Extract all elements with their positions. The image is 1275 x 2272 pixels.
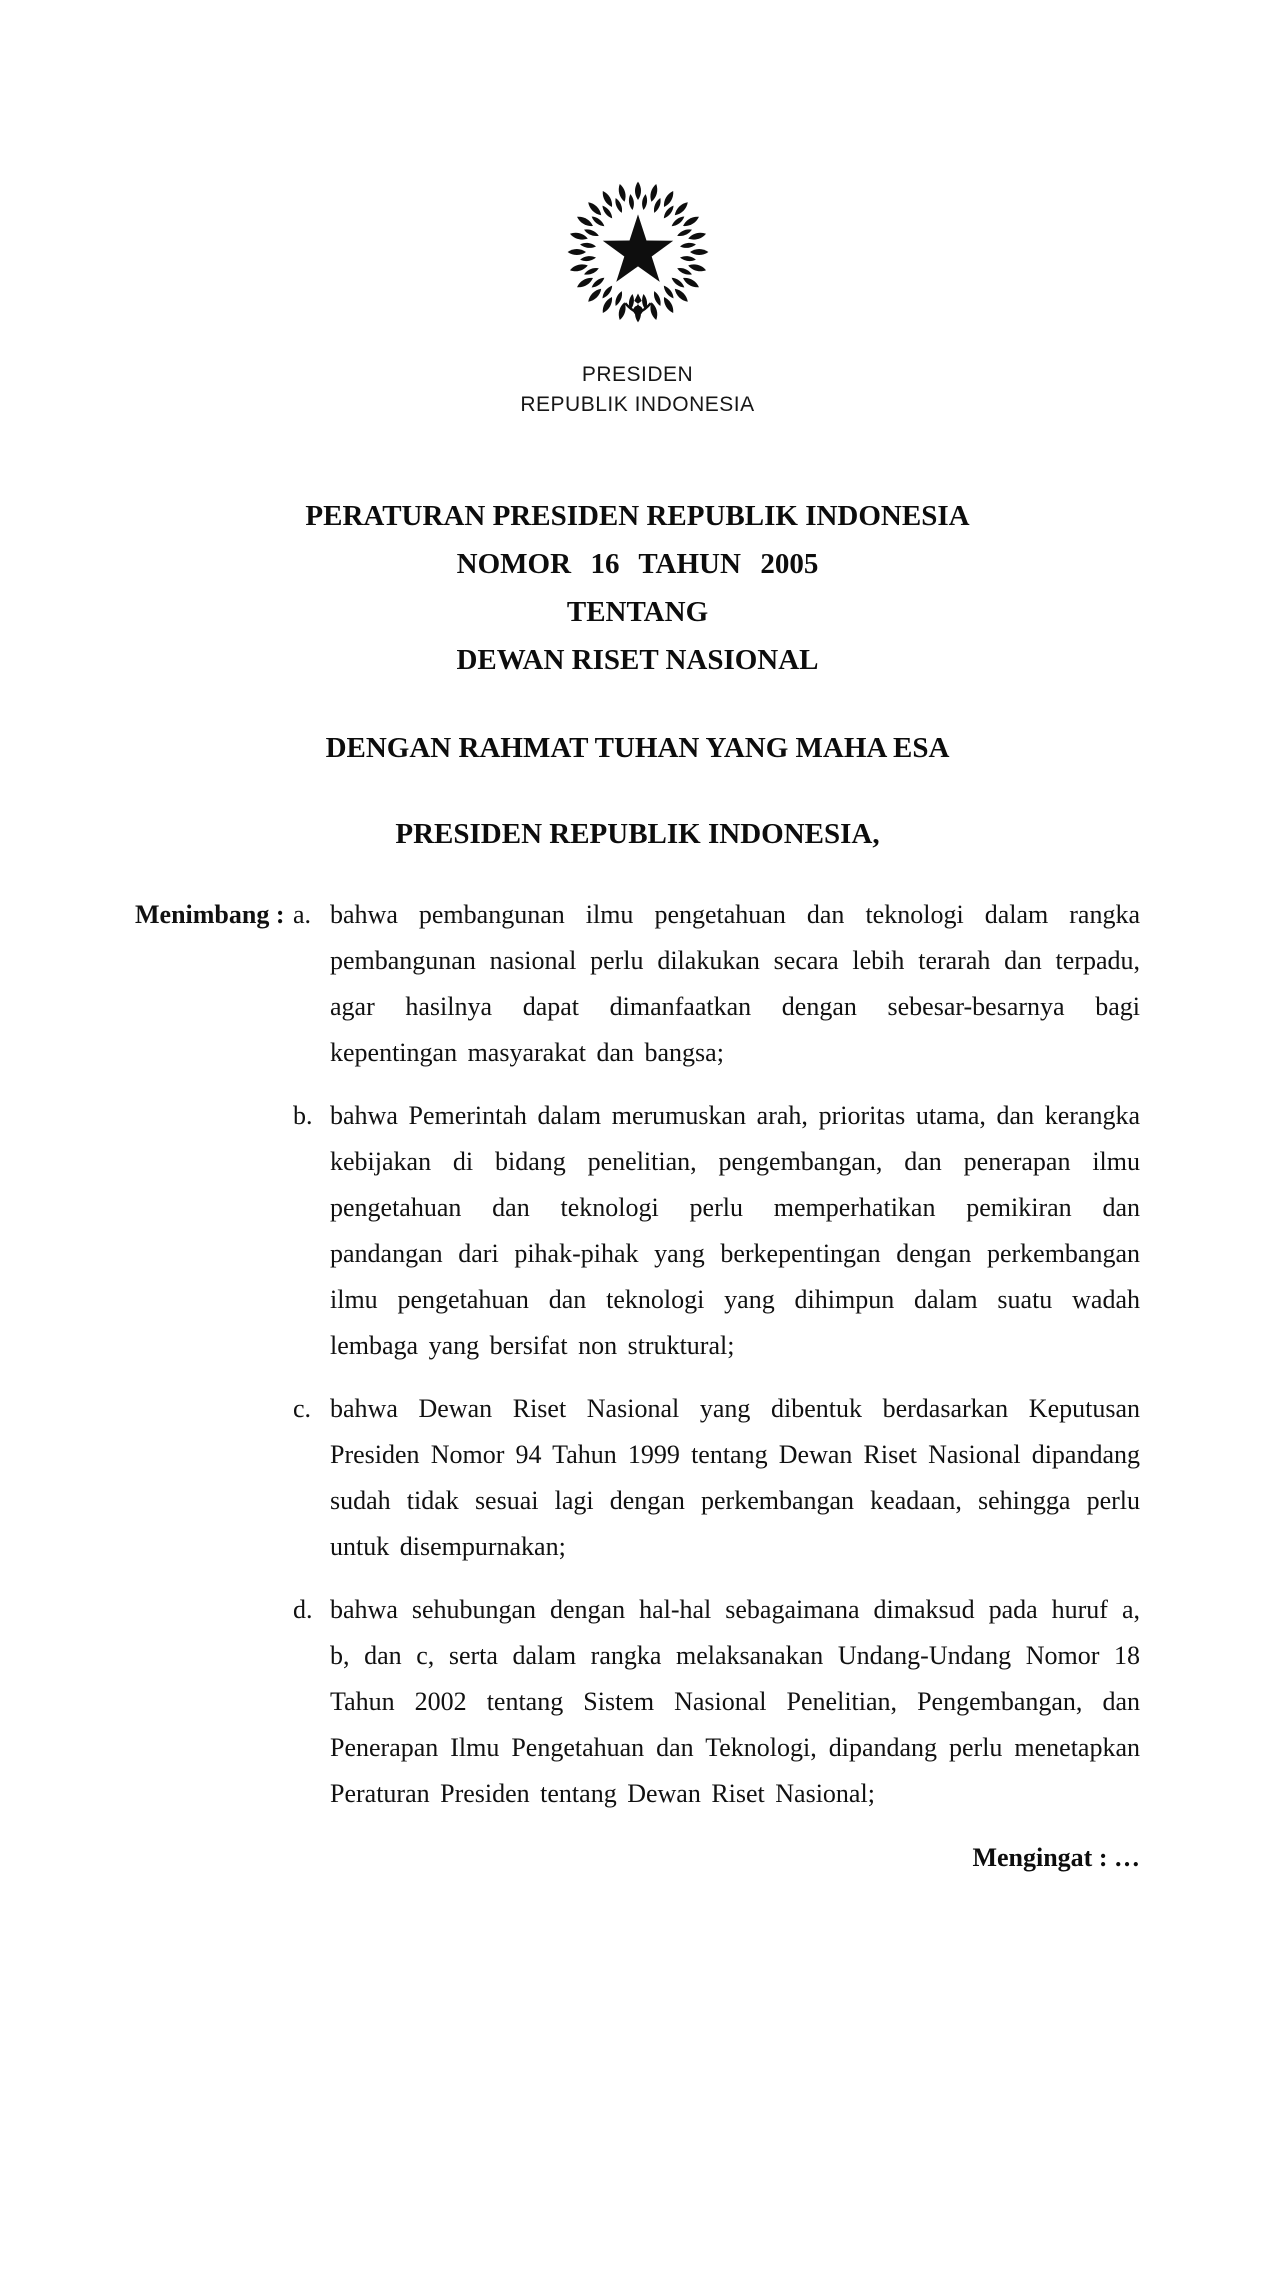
item-marker: a. xyxy=(293,900,312,929)
agency-name-block xyxy=(135,360,1140,420)
document-page xyxy=(0,172,1275,2272)
considering-item-b xyxy=(293,1093,1140,1369)
considering-item-a xyxy=(293,892,1140,1076)
title-regulation-name: PERATURAN PRESIDEN REPUBLIK INDONESIA xyxy=(305,500,970,532)
considering-item-d xyxy=(293,1587,1140,1817)
item-marker: b. xyxy=(293,1101,313,1130)
considering-label: Menimbang : xyxy=(135,900,285,929)
item-text: bahwa Dewan Riset Nasional yang dibentuk berdasarkan Keputusan Presiden Nomor 94 Tahun 1999 tentang Dewan Riset Nasional dipandang sudah tidak sesuai lagi dengan perkembangan keadaan, sehingga perlu untuk disempurnakan; xyxy=(330,1394,1140,1561)
item-text: bahwa pembangunan ilmu pengetahuan dan teknologi dalam rangka pembangunan nasional perlu dilakukan secara lebih terarah dan terpadu, agar hasilnya dapat dimanfaatkan dengan sebesar-besarnya bagi kepentingan masyarakat dan bangsa; xyxy=(330,900,1140,1067)
agency-line-presiden: PRESIDEN xyxy=(581,363,694,386)
agency-line-republik-indonesia: REPUBLIK INDONESIA xyxy=(520,393,755,416)
star-icon xyxy=(602,214,672,282)
title-subject: DEWAN RISET NASIONAL xyxy=(456,644,819,676)
considering-section xyxy=(135,892,1140,1817)
considering-item-c xyxy=(293,1386,1140,1570)
star-wreath-emblem-icon xyxy=(558,172,718,332)
considering-items xyxy=(293,892,1140,1817)
item-marker: d. xyxy=(293,1595,313,1624)
item-marker: c. xyxy=(293,1394,312,1423)
title-number-year: NOMOR 16 TAHUN 2005 xyxy=(456,548,819,580)
item-text: bahwa Pemerintah dalam merumuskan arah, prioritas utama, dan kerangka kebijakan di bidang penelitian, pengembangan, dan penerapan ilmu pengetahuan dan teknologi perlu memperhatikan pemikiran dan pandangan dari pihak-pihak yang berkepentingan dengan perkembangan ilmu pengetahuan dan teknologi yang dihimpun dalam suatu wadah lembaga yang bersifat non struktural; xyxy=(330,1101,1140,1360)
document-title-block xyxy=(135,492,1140,684)
authority-line: PRESIDEN REPUBLIK INDONESIA, xyxy=(395,818,880,850)
title-tentang: TENTANG xyxy=(566,596,709,628)
invocation-line: DENGAN RAHMAT TUHAN YANG MAHA ESA xyxy=(325,732,950,764)
item-text: bahwa sehubungan dengan hal-hal sebagaimana dimaksud pada huruf a, b, dan c, serta dalam rangka melaksanakan Undang-Undang Nomor 18 Tahun 2002 tentang Sistem Nasional Penelitian, Pengembangan, dan Penerapan Ilmu Pengetahuan dan Teknologi, dipandang perlu menetapkan Peraturan Presiden tentang Dewan Riset Nasional; xyxy=(330,1595,1140,1808)
presidential-emblem xyxy=(558,172,718,332)
catchword-mengingat: Mengingat : … xyxy=(972,1843,1140,1872)
